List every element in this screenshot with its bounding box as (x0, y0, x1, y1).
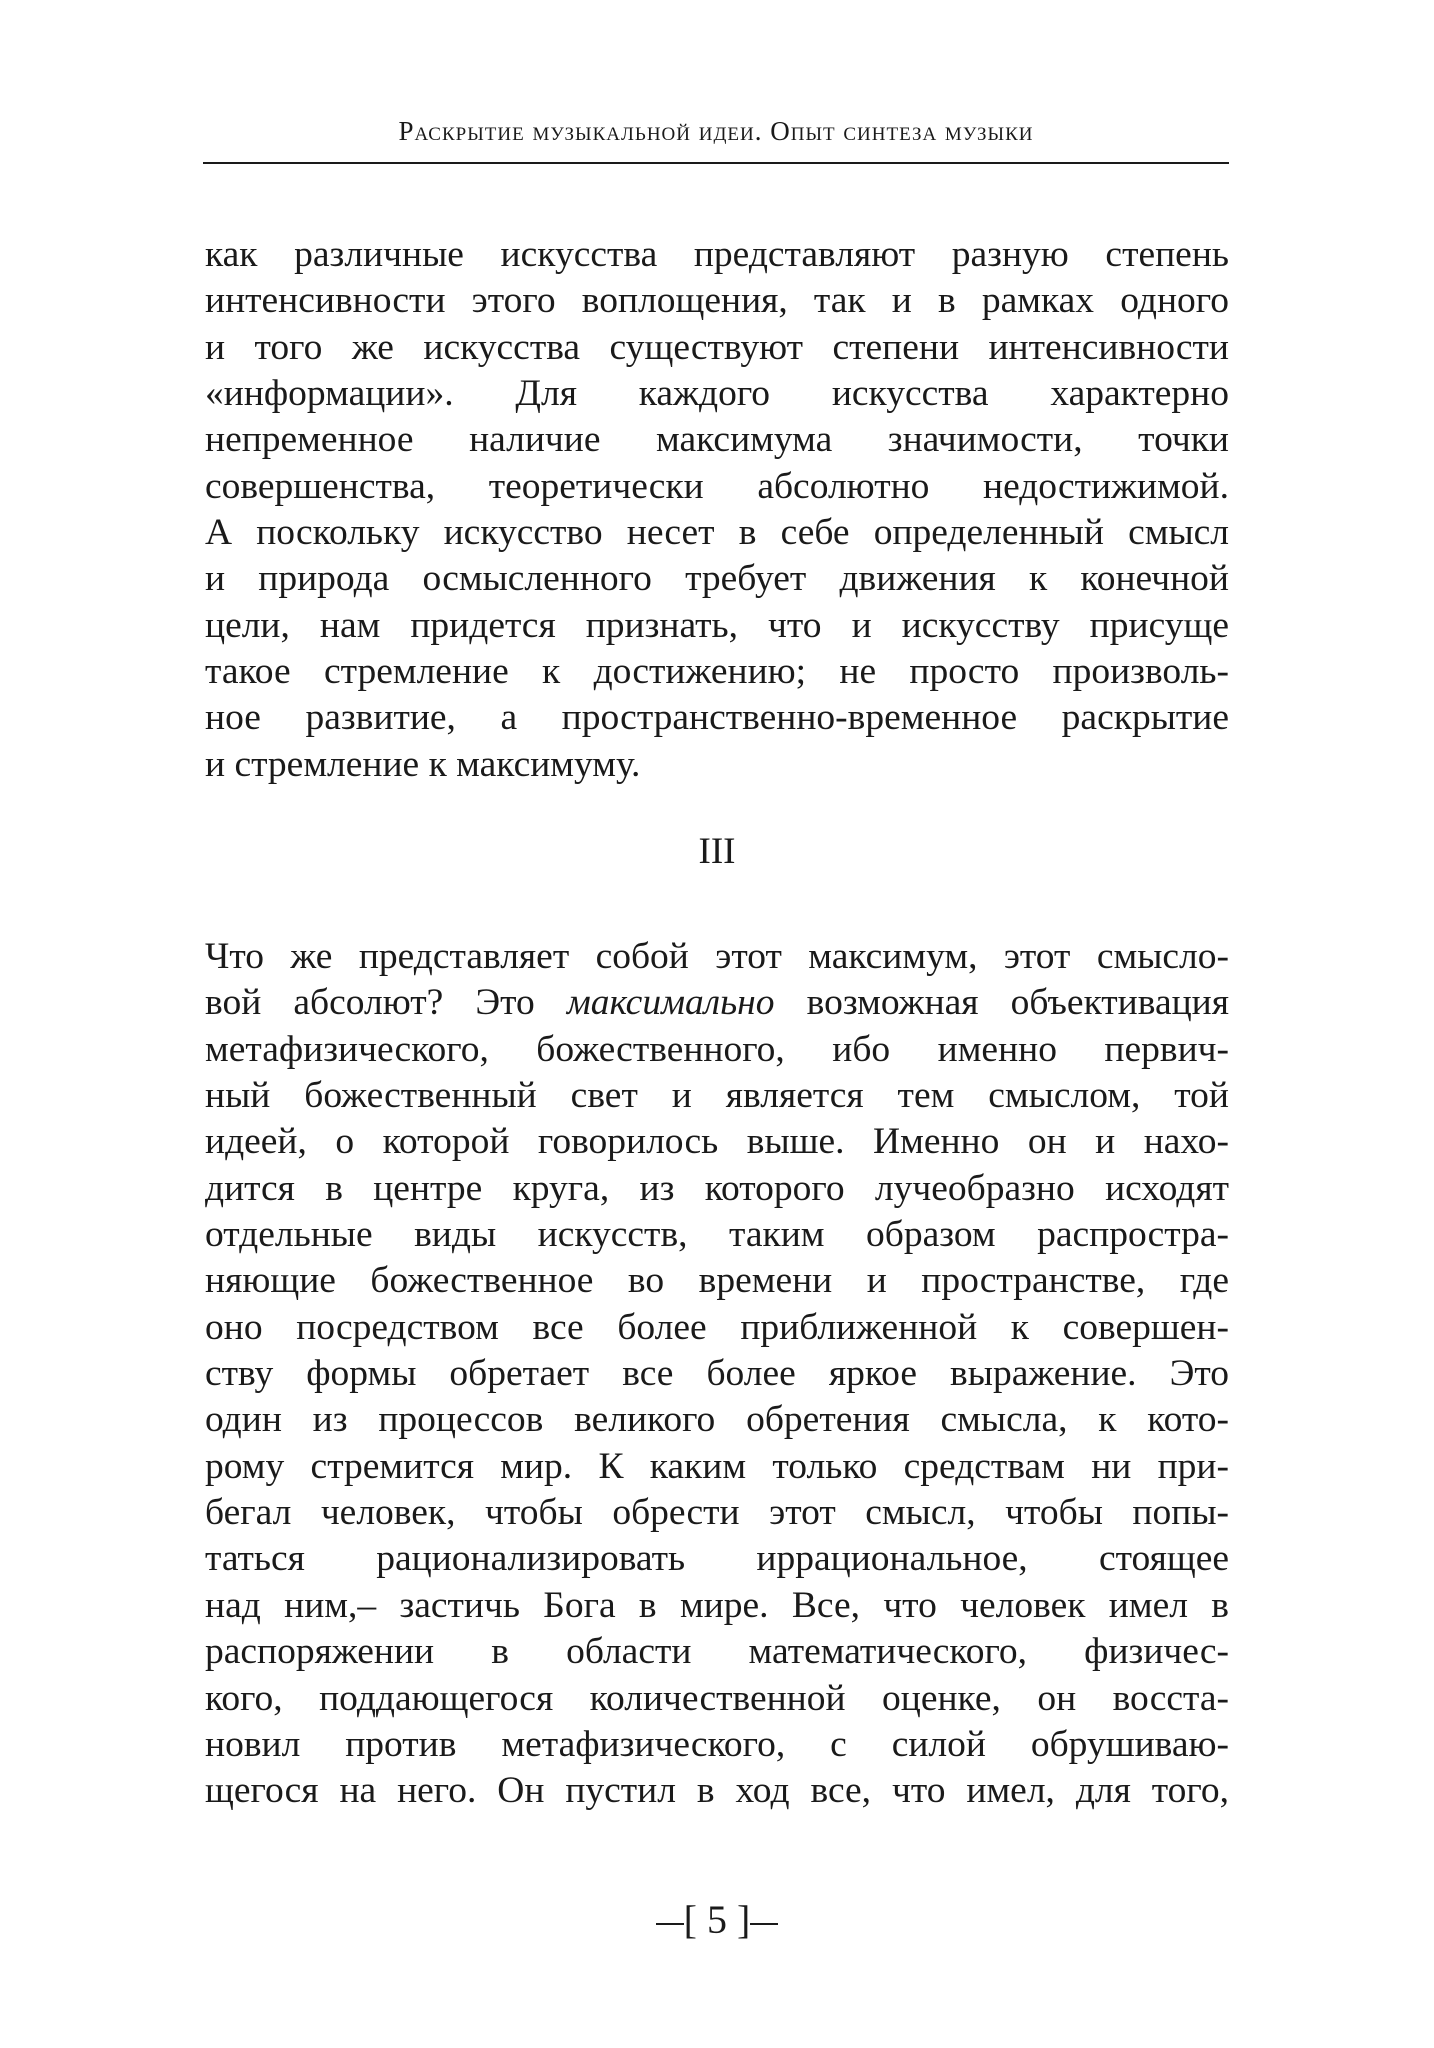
paragraph-1 (205, 232, 1229, 788)
text-line: ное развитие, а пространственно-временное раскрытие (205, 697, 1229, 739)
text-line: распоряжении в области математического, физичес- (205, 1631, 1229, 1673)
text-line: непременное наличие максимума значимости, точки (205, 419, 1229, 461)
text-line: оно посредством все более приближенной к совершен- (205, 1306, 1229, 1348)
text-line-with-emphasis (205, 980, 1229, 1026)
text-line: няющие божественное во времени и пространстве, где (205, 1260, 1229, 1302)
text-line: бегал человек, чтобы обрести этот смысл, чтобы попы- (205, 1492, 1229, 1534)
folio-dash-right (750, 1923, 778, 1925)
section-number: III (698, 831, 736, 872)
folio-dash-left (656, 1923, 684, 1925)
text-line: «информации». Для каждого искусства характерно (205, 373, 1229, 415)
text-line: ству формы обретает все более яркое выражение. Это (205, 1353, 1229, 1395)
text-line: ный божественный свет и является тем смыслом, той (205, 1075, 1229, 1117)
text-line: один из процессов великого обретения смысла, к кото- (205, 1399, 1229, 1441)
text-line: щегося на него. Он пустил в ход все, что имел, для того, (205, 1770, 1229, 1812)
running-head: Раскрытие музыкальной идеи. Опыт синтеза музыки (398, 116, 1034, 146)
text-line: кого, поддающегося количественной оценке, он восста- (205, 1677, 1229, 1719)
text-line: и того же искусства существуют степени интенсивности (205, 326, 1229, 368)
text-line: А поскольку искусство несет в себе определенный смысл (205, 512, 1229, 554)
text-line: дится в центре круга, из которого лучеобразно исходят (205, 1167, 1229, 1209)
text-line: рому стремится мир. К каким только средствам ни при- (205, 1445, 1229, 1487)
text-line: совершенства, теоретически абсолютно недостижимой. (205, 465, 1229, 507)
text-line: таться рационализировать иррациональное, стоящее (205, 1538, 1229, 1580)
text-line: и стремление к максимуму. (205, 743, 641, 785)
emphasis-word: максимально (566, 982, 775, 1024)
text-line: над ним,– застичь Бога в мире. Все, что человек имел в (205, 1584, 1229, 1626)
text-line: цели, нам придется признать, что и искусству присуще (205, 604, 1229, 646)
paragraph-2 (205, 934, 1229, 1815)
text-line: метафизического, божественного, ибо именно первич- (205, 1028, 1229, 1070)
page-number: [ 5 ] (0, 1896, 1434, 1943)
text-line: Что же представляет собой этот максимум, этот смысло- (205, 936, 1229, 977)
text-line: как различные искусства представляют разную степень (205, 234, 1229, 275)
text-line: отдельные виды искусств, таким образом распростра- (205, 1214, 1229, 1256)
text-segment: возможная объективация (774, 982, 1229, 1024)
text-line: такое стремление к достижению; не просто произволь- (205, 651, 1229, 693)
text-line: интенсивности этого воплощения, так и в рамках одного (205, 280, 1229, 322)
text-line: новил против метафизического, с силой обрушиваю- (205, 1723, 1229, 1765)
page-number-value: 5 (707, 1897, 727, 1942)
text-segment: вой абсолют? Это (205, 982, 567, 1024)
header-rule (203, 162, 1229, 164)
text-line: и природа осмысленного требует движения к конечной (205, 558, 1229, 600)
text-line: идеей, о которой говорилось выше. Именно он и нахо- (205, 1121, 1229, 1163)
